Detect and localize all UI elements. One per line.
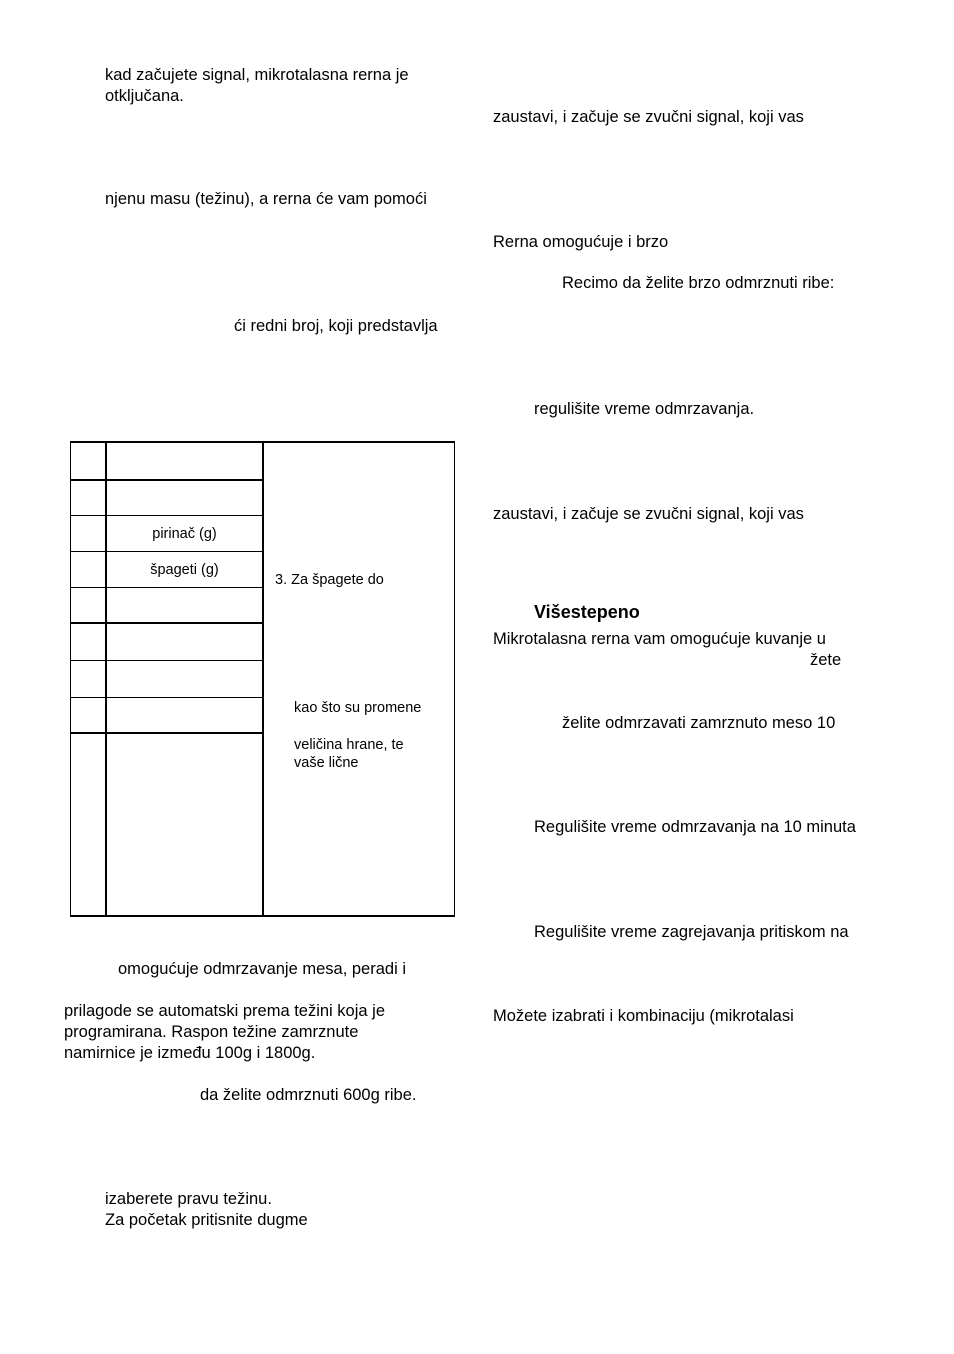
- left-paragraph-4: omogućuje odmrzavanje mesa, peradi i: [118, 960, 406, 978]
- right-paragraph-5: zaustavi, i začuje se zvučni signal, koji vas: [493, 505, 804, 523]
- left-paragraph-6: da želite odmrznuti 600g ribe.: [200, 1086, 417, 1104]
- left-paragraph-5-line-1: prilagode se automatski prema težini koja je: [64, 1002, 386, 1020]
- right-paragraph-10: Možete izabrati i kombinaciju (mikrotalasi: [493, 1007, 794, 1025]
- right-paragraph-4: regulišite vreme odmrzavanja.: [534, 400, 755, 418]
- left-paragraph-2: njenu masu (težinu), a rerna će vam pomoći: [105, 190, 427, 208]
- right-paragraph-6: Mikrotalasna rerna vam omogućuje kuvanje u: [493, 630, 826, 648]
- left-paragraph-7-line-1: izaberete pravu težinu.: [105, 1190, 272, 1208]
- program-table: [70, 441, 455, 917]
- right-paragraph-2: Rerna omogućuje i brzo: [493, 233, 669, 251]
- left-paragraph-5-line-2: programirana. Raspon težine zamrznute: [64, 1023, 359, 1041]
- section-heading: Višestepeno: [534, 602, 640, 622]
- right-paragraph-1: zaustavi, i začuje se zvučni signal, koji vas: [493, 108, 804, 126]
- left-paragraph-1-line-2: otključana.: [105, 87, 184, 105]
- left-paragraph-7-line-2: Za početak pritisnite dugme: [105, 1211, 308, 1229]
- left-paragraph-1-line-1: kad začujete signal, mikrotalasna rerna je: [105, 66, 409, 84]
- right-paragraph-9: Regulišite vreme zagrejavanja pritiskom na: [534, 923, 849, 941]
- table-note-1: 3. Za špagete do: [275, 572, 384, 588]
- table-note-2: kao što su promene: [294, 700, 422, 716]
- right-paragraph-3: Recimo da želite brzo odmrznuti ribe:: [562, 274, 835, 292]
- table-note-3-line-1: veličina hrane, te: [294, 737, 404, 753]
- left-paragraph-3: ći redni broj, koji predstavlja: [234, 317, 438, 335]
- right-paragraph-7: želite odmrzavati zamrznuto meso 10: [562, 714, 836, 732]
- table-note-3-line-2: vaše lične: [294, 755, 359, 771]
- right-paragraph-8: Regulišite vreme odmrzavanja na 10 minuta: [534, 818, 856, 836]
- table-cell-spaghetti: špageti (g): [150, 562, 219, 578]
- table-cell-rice: pirinač (g): [152, 526, 217, 542]
- right-paragraph-6-fragment: žete: [810, 651, 842, 669]
- left-paragraph-5-line-3: namirnice je između 100g i 1800g.: [64, 1044, 316, 1062]
